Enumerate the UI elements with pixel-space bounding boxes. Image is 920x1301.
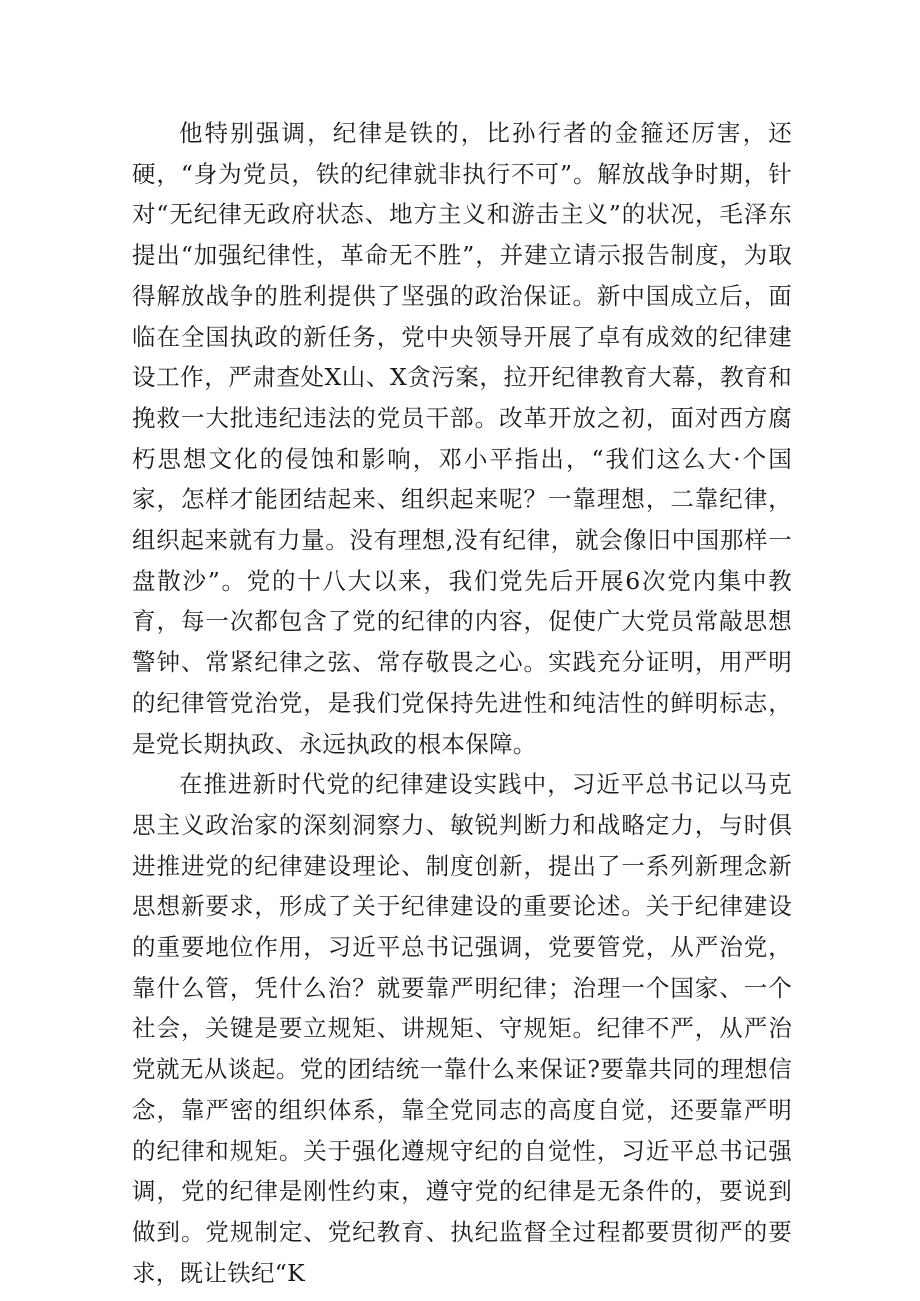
paragraph-2: 在推进新时代党的纪律建设实践中，习近平总书记以马克思主义政治家的深刻洞察力、敏锐判断力和战略定力，与时俱进推进党的纪律建设理论、制度创新，提出了一系列新理念新思想新要求，形成了关于纪律建设的重要论述。关于纪律建设的重要地位作用，习近平总书记强调，党要管党，从严治党，靠什么管，凭什么治？就要靠严明纪律；治理一个国家、一个社会，关键是要立规矩、讲规矩、守规矩。纪律不严，从严治党就无从谈起。党的团结统一靠什么来保证?要靠共同的理想信念，靠严密的组织体系，靠全党同志的高度自觉，还要靠严明的纪律和规矩。关于强化遵规守纪的自觉性，习近平总书记强调，党的纪律是刚性约束，遵守党的纪律是无条件的，要说到做到。党规制定、党纪教育、执纪监督全过程都要贯彻严的要求，既让铁纪“K — [132, 770, 792, 1287]
document-body — [132, 113, 792, 1293]
paragraph-1: 他特别强调，纪律是铁的，比孙行者的金箍还厉害，还硬，“身为党员，铁的纪律就非执行不可”。解放战争时期，针对“无纪律无政府状态、地方主义和游击主义”的状况，毛泽东提出“加强纪律性，革命无不胜”，并建立请示报告制度，为取得解放战争的胜利提供了坚强的政治保证。新中国成立后，面临在全国执政的新任务，党中央领导开展了卓有成效的纪律建设工作，严肃查处X山、X贪污案，拉开纪律教育大幕，教育和挽救一大批违纪违法的党员干部。改革开放之初，面对西方腐朽思想文化的侵蚀和影响，邓小平指出，“我们这么大·个国家，怎样才能团结起来、组织起来呢？一靠理想，二靠纪律，组织起来就有力量。没有理想,没有纪律，就会像旧中国那样一盘散沙”。党的十八大以来，我们党先后开展6次党内集中教育，每一次都包含了党的纪律的内容，促使广大党员常敲思想警钟、常紧纪律之弦、常存敬畏之心。实践充分证明，用严明的纪律管党治党，是我们党保持先进性和纯洁性的鲜明标志，是党长期执政、永远执政的根本保障。 — [132, 119, 792, 758]
